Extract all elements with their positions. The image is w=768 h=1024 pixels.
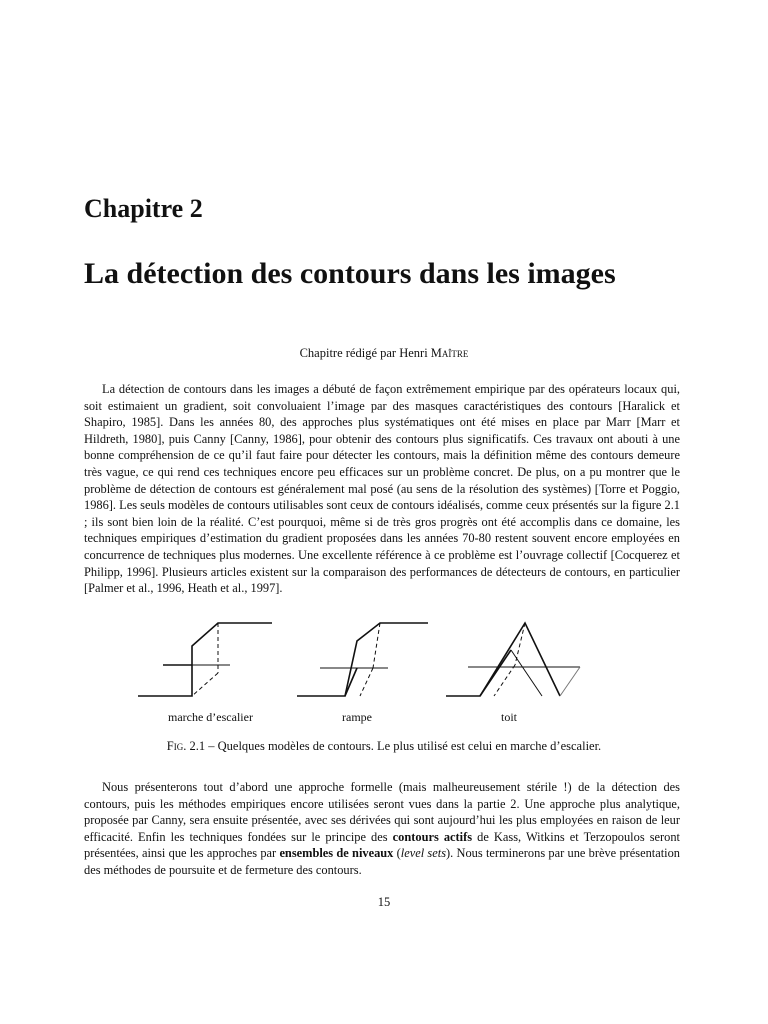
figure-caption [0,739,768,754]
roof-edge-inner [511,650,542,696]
chapter-label: Chapitre 2 [84,194,203,223]
outline-text: Nous présenterons tout d’abord une approche formelle (mais malheureusement stérile !) de la détection des contours, puis les méthodes empiriques encore utilisées seront vues dans la partie 2. Une approche plus analytique, proposée par Canny, sera ensuite présentée, avec ses dérivées qui sont aujourd’hui les plus employées en raison de leur efficacité. Enfin les techniques fondées sur le principe des [84,780,680,844]
outline-text: de Kass, Witkins et Terzopoulos seront présentées, ainsi que les approches par [84,829,681,861]
author-line [0,346,768,361]
chapter-title: La détection des contours dans les images [84,257,616,290]
outline-text: ). Nous terminerons par une brève présentation des méthodes de poursuite et de fermeture des contours. [84,846,681,877]
outline-term-level-sets-english: level sets [400,846,447,861]
ramp-edge-dashed [373,623,380,668]
outline-text: ( [393,846,401,861]
author-name: Maître [430,346,469,360]
figure-label-ramp: rampe [342,710,372,724]
step-edge-model [138,623,272,696]
page-number: 15 [377,895,391,909]
roof-edge-profile [446,623,560,696]
roof-edge-dashed [515,623,525,665]
figure-label-roof: toit [501,710,518,724]
roof-edge-gray [560,667,580,696]
outline-term-level-sets: ensembles de niveaux [279,846,394,861]
figure-label-step: marche d’escalier [168,710,253,724]
outline-paragraph [84,779,680,879]
ramp-edge-model [297,623,428,696]
outline-term-active-contours: contours actifs [392,829,473,844]
intro-paragraph: La détection de contours dans les images a débuté de façon extrêmement empirique par des opérateurs locaux qui, soit estimaient un gradient, soit convoluaient l’image par des masques caractéristiques des contours [Haralick et Shapiro, 1985]. Dans les années 80, des approches plus systématiques ont été mises en place par Marr [Marr et Hildreth, 1980], puis Canny [Canny, 1986], pour obtenir des contours plus significatifs. Ces travaux ont abouti à une bonne compréhension de ce qu’il faut faire pour détecter les contours, mais la définition même des contours demeure très vague, ce qui rend ces techniques encore peu efficaces sur un problème concret. De plus, on a pu montrer que le problème de détection de contours est généralement mal posé (au sens de la résolution des systèmes) [Torre et Poggio, 1986]. Les seuls modèles de contours utilisables sont ceux de contours idéalisés, comme ceux présentés sur la figure 2.1 ; ils sont bien loin de la réalité. C’est pourquoi, même si de très gros progrès ont été accomplis dans ce domaine, les techniques empiriques d’estimation du gradient proposées dans les années 70-80 restent souvent encore employées en concurrence de techniques plus modernes. Une excellente référence à ce problème est l’ouvrage collectif [Cocquerez et Philipp, 1996]. Plusieurs articles existent sur la comparaison des performances de détecteurs de contours, en particulier [Palmer et al., 1996, Heath et al., 1997]. [84,382,680,596]
roof-edge-model [446,623,580,696]
ramp-edge-dashed [360,668,373,696]
roof-edge-inner [480,650,511,696]
author-prefix: Chapitre rédigé par Henri [299,346,431,360]
figure-caption-text: – Quelques modèles de contours. Le plus utilisé est celui en marche d’escalier. [205,739,602,753]
figure-caption-number: Fig. 2.1 [166,739,206,753]
step-edge-dashed [192,673,218,696]
ramp-edge-profile [297,623,428,696]
